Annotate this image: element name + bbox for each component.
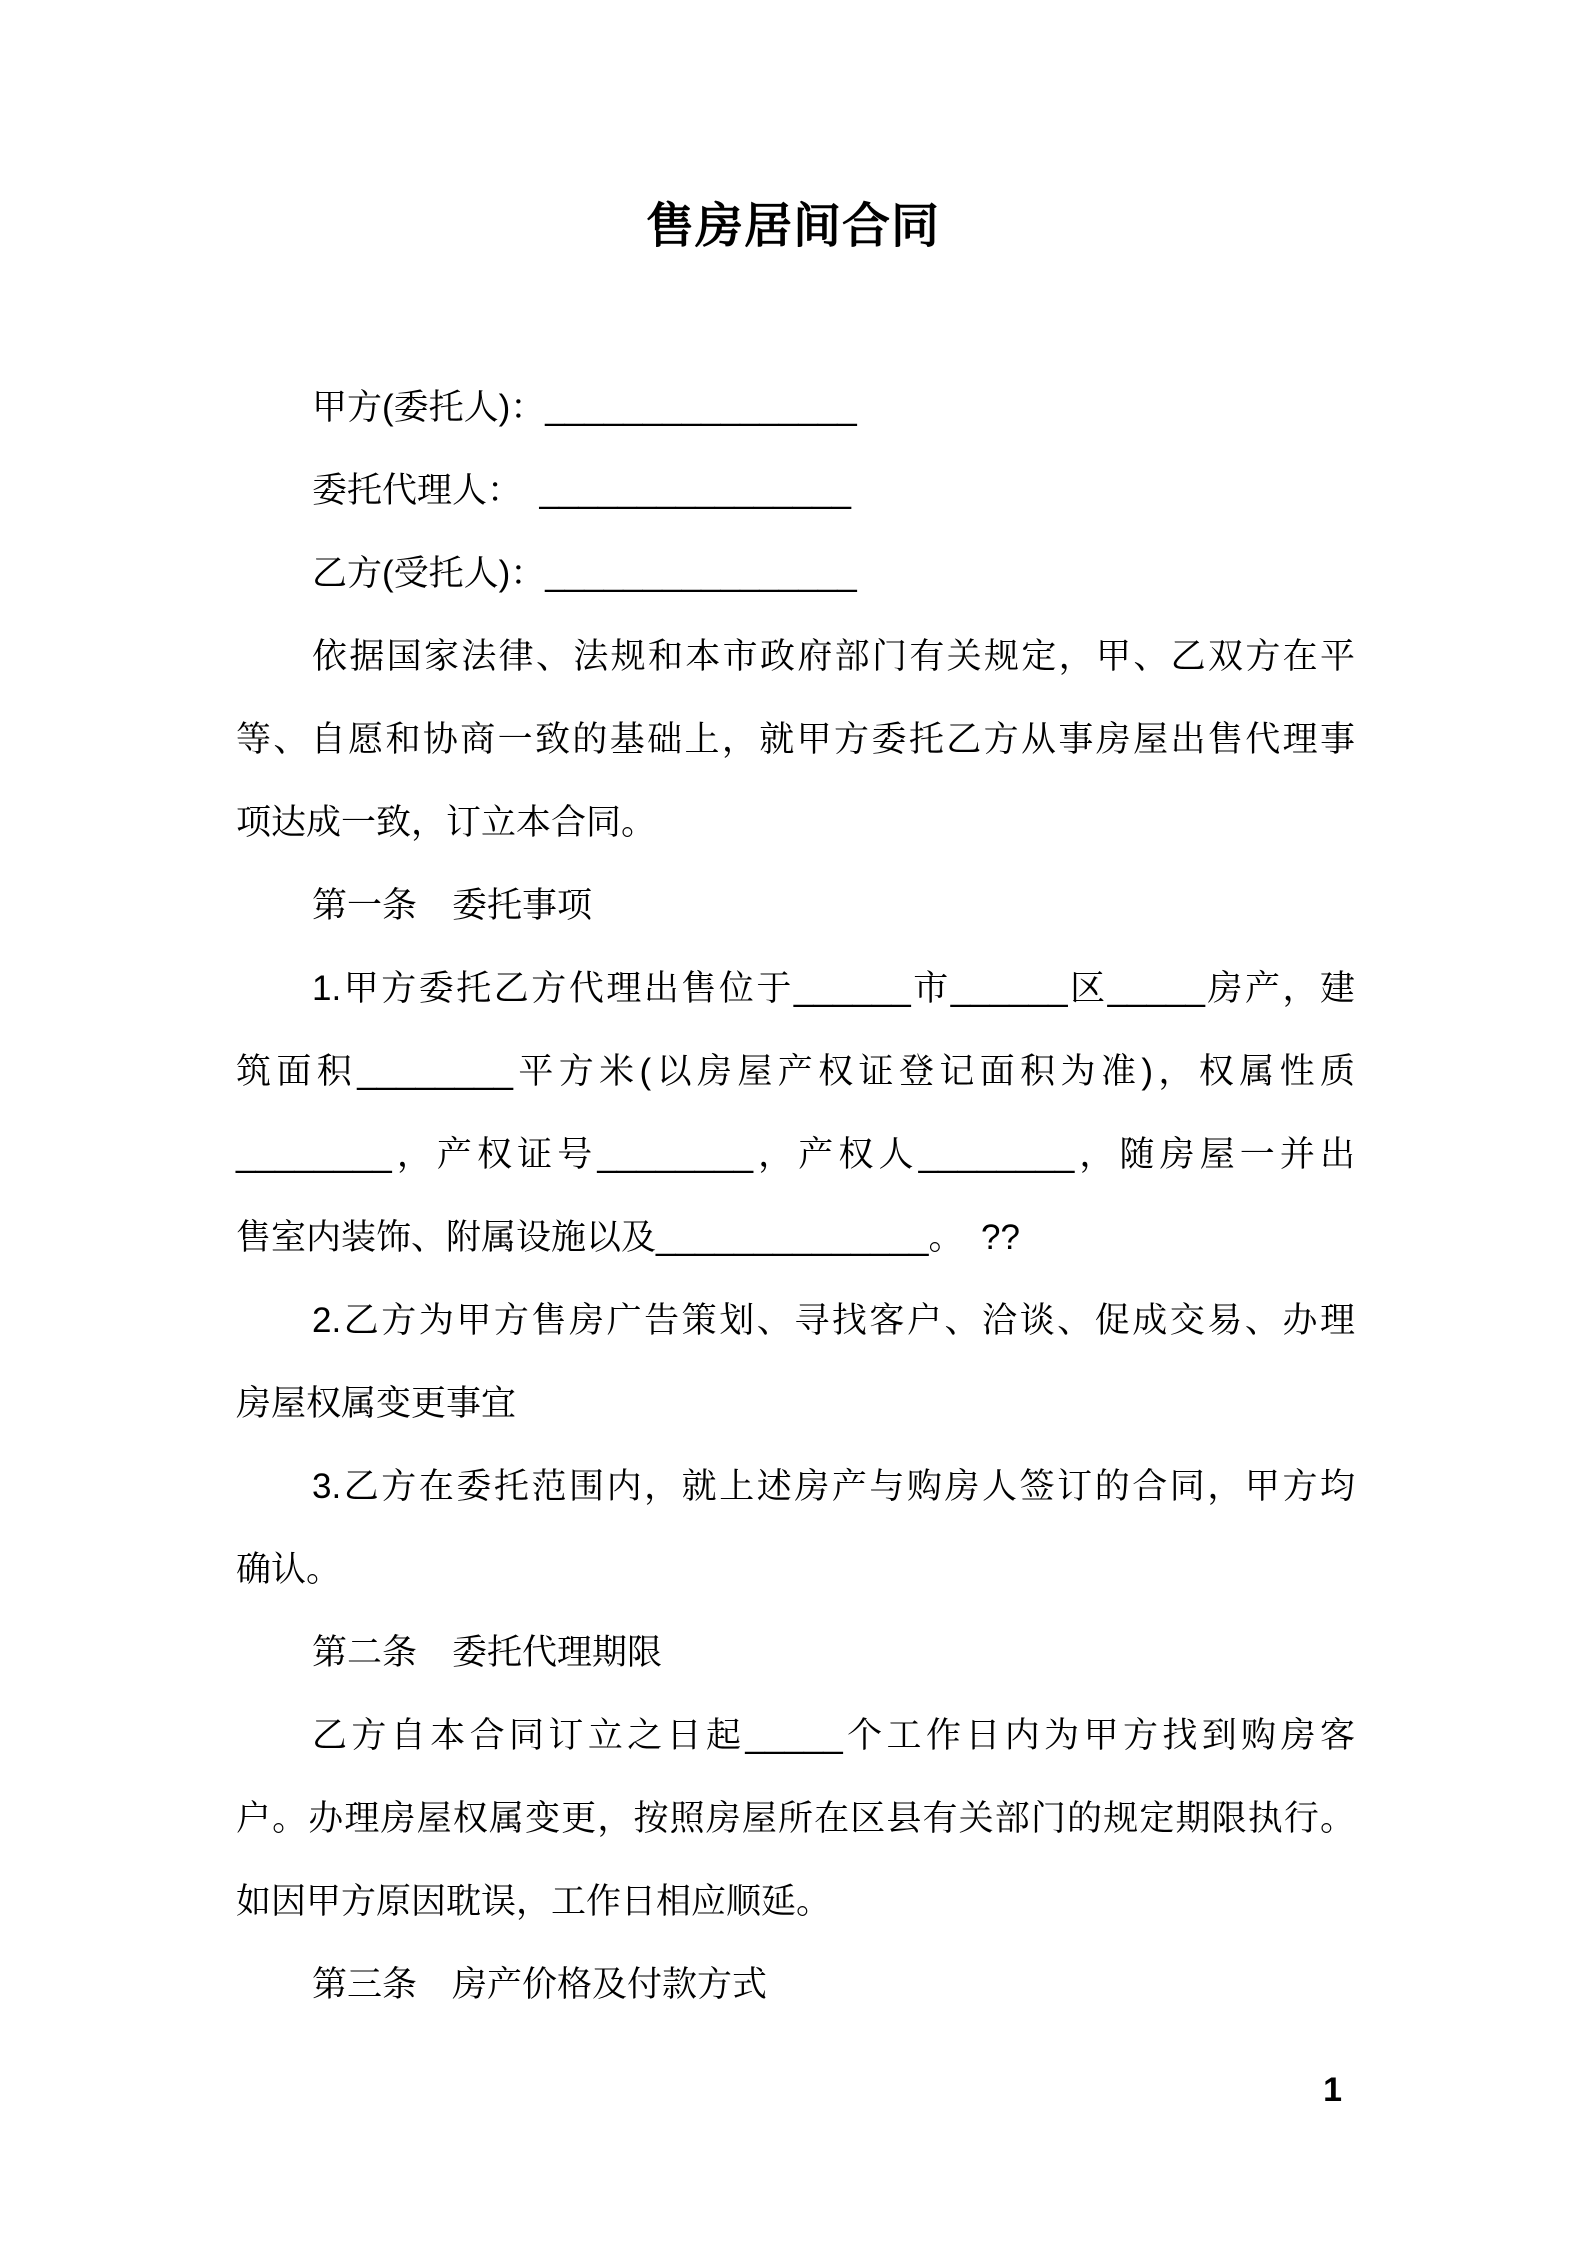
clause1-item1-line-4: 售室内装饰、附属设施以及______________。 ?? <box>236 1218 1020 1257</box>
clause1-item3-line-2: 确认。 <box>236 1550 342 1589</box>
clause1-item2-line-2: 房屋权属变更事宜 <box>236 1384 517 1423</box>
line-party-a: 甲方(委托人)：________________ <box>312 388 857 427</box>
preamble-line-1: 依据国家法律、法规和本市政府部门有关规定，甲、乙双方在平 <box>312 637 1355 676</box>
clause1-item1-line-1: 1.甲方委托乙方代理出售位于______市______区_____房产，建 <box>312 969 1355 1008</box>
heading-clause-2: 第二条 委托代理期限 <box>312 1633 663 1672</box>
page-number: 1 <box>1323 2071 1342 2109</box>
clause1-item3-line-1: 3.乙方在委托范围内，就上述房产与购房人签订的合同，甲方均 <box>312 1467 1355 1506</box>
clause2-para-line-1: 乙方自本合同订立之日起_____个工作日内为甲方找到购房客 <box>312 1716 1355 1755</box>
clause1-item1-line-3: ________，产权证号________，产权人________，随房屋一并出 <box>236 1135 1355 1174</box>
heading-clause-3: 第三条 房产价格及付款方式 <box>312 1965 768 2004</box>
line-party-b: 乙方(受托人)：________________ <box>312 554 857 593</box>
heading-clause-1: 第一条 委托事项 <box>312 886 593 925</box>
line-entrusted-agent: 委托代理人： ________________ <box>312 471 851 510</box>
preamble-line-2: 等、自愿和协商一致的基础上，就甲方委托乙方从事房屋出售代理事 <box>236 720 1355 759</box>
clause1-item2-line-1: 2.乙方为甲方售房广告策划、寻找客户、洽谈、促成交易、办理 <box>312 1301 1355 1340</box>
clause2-para-line-2: 户。办理房屋权属变更，按照房屋所在区县有关部门的规定期限执行。 <box>236 1799 1355 1838</box>
preamble-line-3: 项达成一致，订立本合同。 <box>236 803 657 842</box>
clause1-item1-line-2: 筑面积________平方米(以房屋产权证登记面积为准)，权属性质 <box>236 1052 1355 1091</box>
contract-body <box>236 366 1355 2026</box>
page-title: 售房居间合同 <box>645 200 940 253</box>
clause2-para-line-3: 如因甲方原因耽误，工作日相应顺延。 <box>236 1882 832 1921</box>
